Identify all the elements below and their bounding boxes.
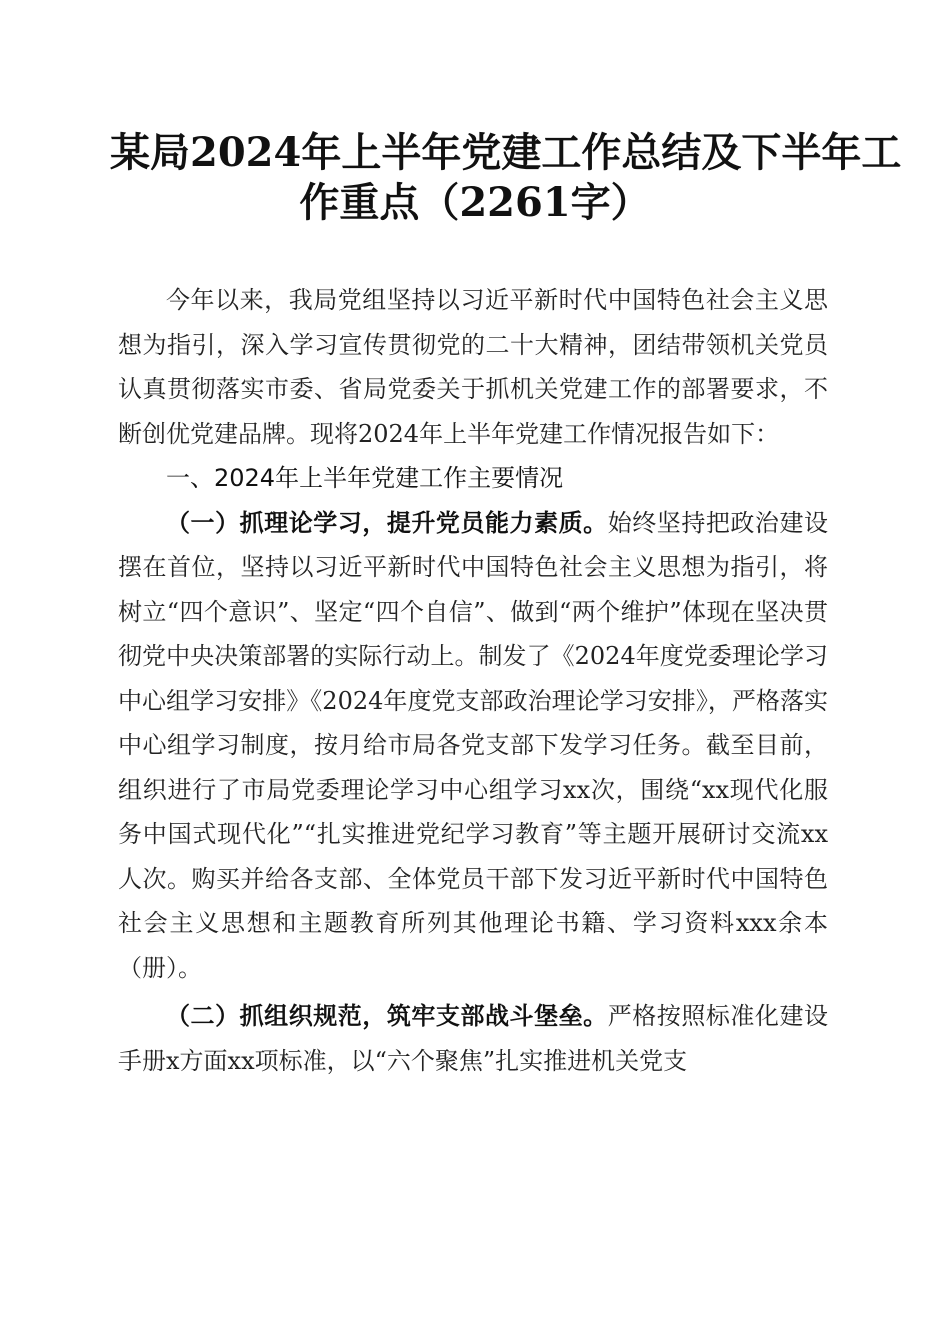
item-2-lead: （二）抓组织规范，筑牢支部战斗堡垒。 (166, 1001, 608, 1030)
title-line-1: 某局2024年上半年党建工作总结及下半年工 (110, 129, 902, 176)
item-2-paragraph (118, 994, 828, 1083)
document-title (110, 128, 902, 228)
item-1-paragraph (118, 501, 828, 991)
item-1-lead: （一）抓理论学习，提升党员能力素质。 (166, 507, 608, 537)
section-heading-1: 一、2024年上半年党建工作主要情况 (166, 464, 564, 492)
intro-paragraph: 今年以来，我局党组坚持以习近平新时代中国特色社会主义思想为指引，深入学习宣传贯彻党的二十大精神，团结带领机关党员认真贯彻落实市委、省局党委关于抓机关党建工作的部署要求，不断创优党建品牌。现将2024年上半年党建工作情况报告如下： (118, 286, 828, 448)
item-2-text: 严格按照标准化建设手册x方面xx项标准，以“六个聚焦”扎实推进机关党支 (118, 1002, 829, 1075)
item-1-text: 始终坚持把政治建设摆在首位，坚持以习近平新时代中国特色社会主义思想为指引，将树立“四个意识”、坚定“四个自信”、做到“两个维护”体现在坚决贯彻党中央决策部署的实际行动上。制发了《2024年度党委理论学习中心组学习安排》《2024年度党支部政治理论学习安排》，严格落实中心组学习制度，按月给市局各党支部下发学习任务。截至目前，组织进行了市局党委理论学习中心组学习xx次，围绕“xx现代化服务中国式现代化”“扎实推进党纪学习教育”等主题开展研讨交流xx人次。购买并给各支部、全体党员干部下发习近平新时代中国特色社会主义思想和主题教育所列其他理论书籍、学习资料xxx余本（册）。 (118, 508, 829, 982)
document-body (118, 278, 828, 1083)
title-line-2: 作重点（2261字） (299, 179, 651, 226)
